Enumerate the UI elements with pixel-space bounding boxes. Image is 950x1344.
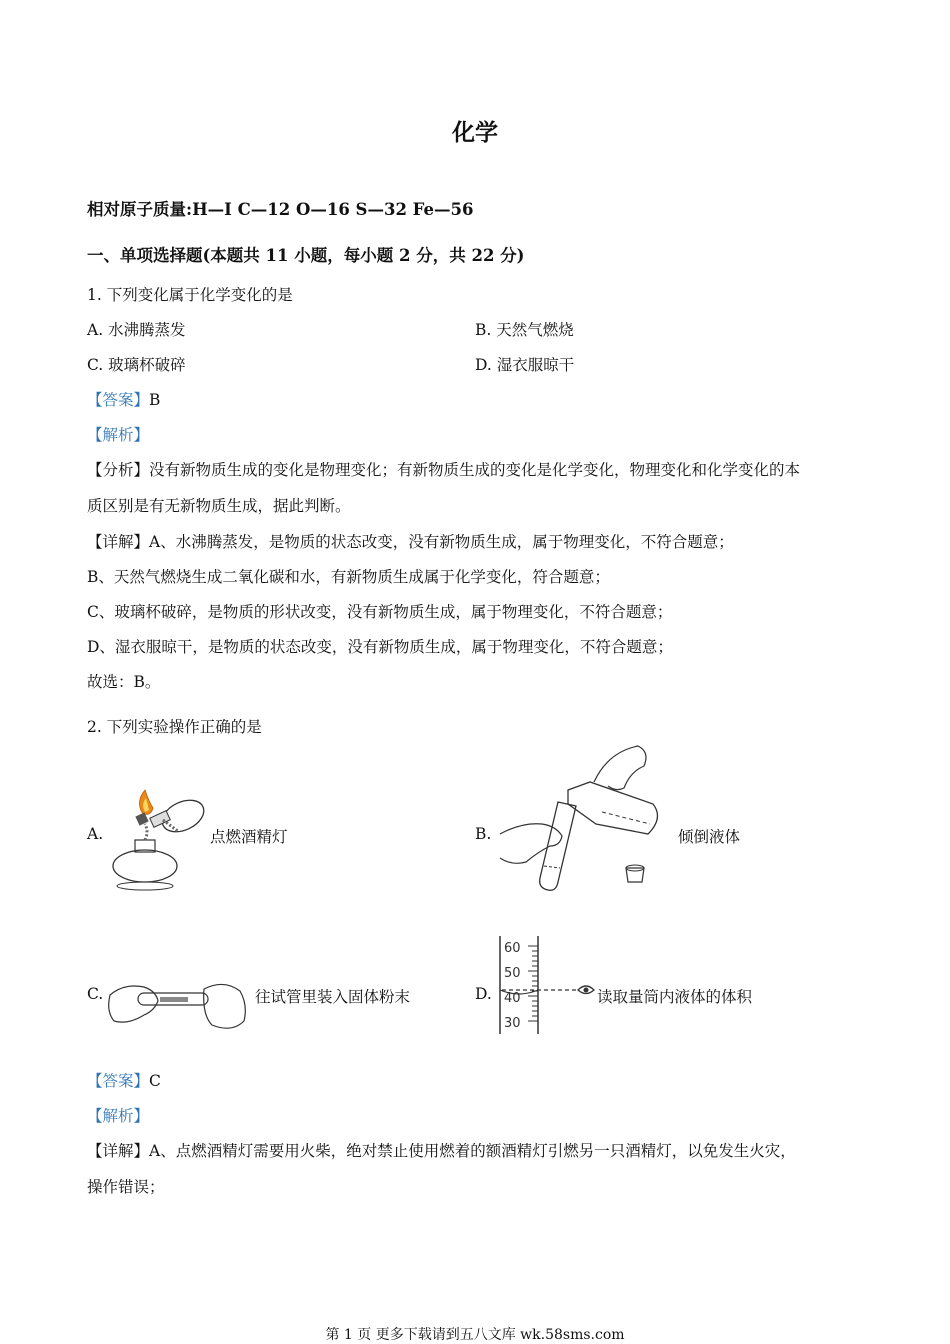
q2-option-b-caption: 倾倒液体: [678, 828, 741, 846]
q2-detail-a-text: A、点燃酒精灯需要用火柴，绝对禁止使用燃着的额酒精灯引燃另一只酒精灯，以免发生火灾，: [149, 1142, 796, 1160]
q2-option-c-letter: C.: [87, 985, 104, 1003]
q1-detail-d: D、湿衣服晾干，是物质的状态改变，没有新物质生成，属于物理变化，不符合题意；: [87, 638, 673, 656]
cylinder-tick-60: 60: [504, 941, 521, 956]
q2-option-a-letter: A.: [87, 825, 104, 843]
page-footer: 第 1 页 更多下载请到五八文库 wk.58sms.com: [325, 1327, 625, 1343]
detail-tag: 【详解】: [87, 533, 150, 551]
atomic-mass-line: 相对原子质量:H—I C—12 O—16 S—32 Fe—56: [87, 200, 474, 219]
q1-fenxi-line1: [87, 458, 800, 480]
answer-tag: 【答案】: [87, 1072, 150, 1090]
q2-option-b-letter: B.: [475, 825, 492, 843]
q1-answer-line: [87, 388, 160, 410]
q1-fenxi-line2: 质区别是有无新物质生成，据此判断。: [87, 497, 351, 515]
detail-tag: 【详解】: [87, 1142, 150, 1160]
alcohol-lamp-illustration: [105, 788, 210, 893]
q2-option-d-letter: D.: [475, 985, 492, 1003]
q2-detail-a-line1: [87, 1139, 796, 1161]
q2-option-a-caption: 点燃酒精灯: [210, 828, 288, 846]
cylinder-tick-30: 30: [504, 1016, 521, 1031]
fenxi-tag: 【分析】: [87, 461, 150, 479]
answer-tag: 【答案】: [87, 391, 150, 409]
q2-answer: C: [149, 1072, 161, 1090]
cylinder-tick-50: 50: [504, 966, 521, 981]
powder-loading-illustration: [108, 975, 248, 1035]
q2-analysis-tag: 【解析】: [87, 1107, 150, 1125]
q1-option-b: B. 天然气燃烧: [475, 321, 574, 339]
q1-option-d: D. 湿衣服晾干: [475, 356, 575, 374]
q2-detail-a-line2: 操作错误；: [87, 1178, 165, 1196]
q2-stem: 2. 下列实验操作正确的是: [87, 718, 262, 736]
page-title: 化学: [452, 119, 498, 146]
q1-detail-b: B、天然气燃烧生成二氧化碳和水，有新物质生成属于化学变化，符合题意；: [87, 568, 610, 586]
fenxi-text: 没有新物质生成的变化是物理变化；有新物质生成的变化是化学变化，物理变化和化学变化的本: [149, 461, 801, 479]
section-heading: 一、单项选择题(本题共 11 小题，每小题 2 分，共 22 分): [87, 246, 525, 265]
q2-option-d-caption: 读取量筒内液体的体积: [597, 988, 753, 1006]
detail-a-text: A、水沸腾蒸发，是物质的状态改变，没有新物质生成，属于物理变化，不符合题意；: [149, 533, 734, 551]
q1-conclusion: 故选：B。: [87, 673, 161, 691]
pouring-liquid-illustration: [498, 742, 668, 894]
q1-analysis-tag: 【解析】: [87, 426, 150, 444]
graduated-cylinder-illustration: [496, 934, 596, 1038]
q1-answer: B: [149, 391, 161, 409]
q1-stem: 1. 下列变化属于化学变化的是: [87, 286, 293, 304]
q1-detail-c: C、玻璃杯破碎，是物质的形状改变，没有新物质生成，属于物理变化，不符合题意；: [87, 603, 673, 621]
q2-answer-line: [87, 1069, 161, 1091]
cylinder-tick-40: 40: [504, 991, 521, 1006]
q2-option-c-caption: 往试管里装入固体粉末: [255, 988, 411, 1006]
q1-detail-a: [87, 530, 734, 552]
q1-option-a: A. 水沸腾蒸发: [87, 321, 186, 339]
q1-option-c: C. 玻璃杯破碎: [87, 356, 186, 374]
